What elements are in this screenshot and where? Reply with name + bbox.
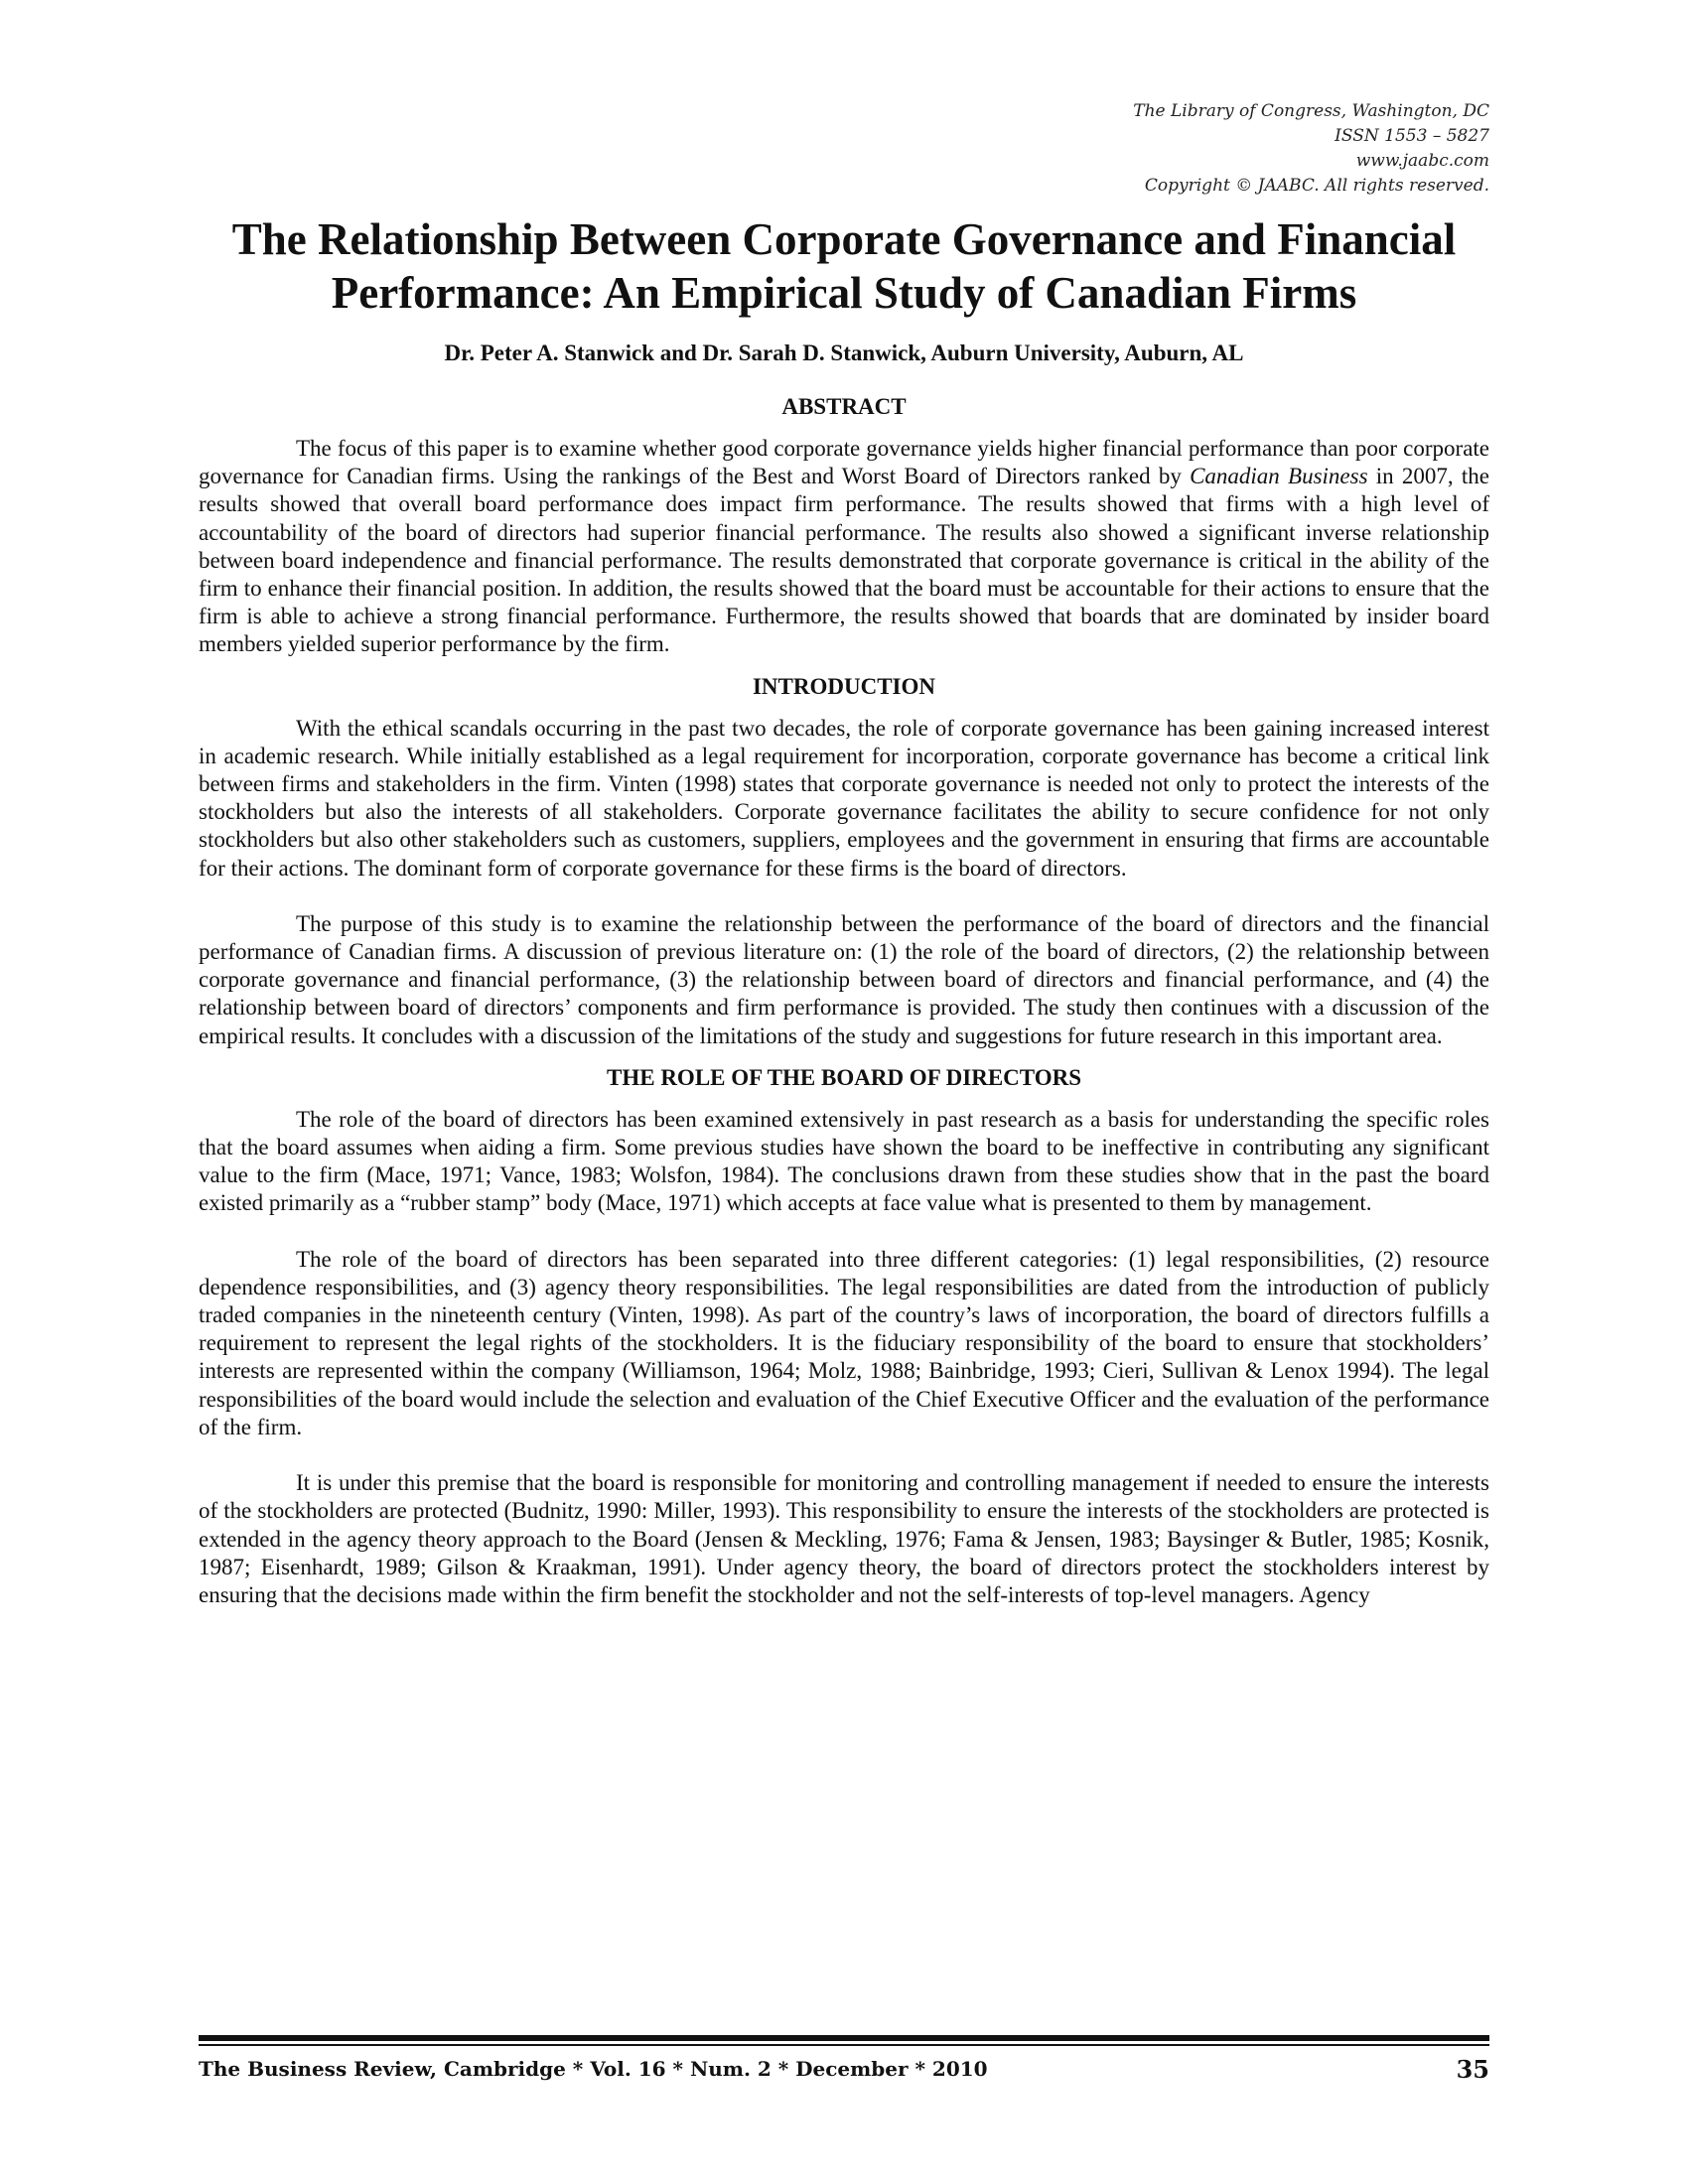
introduction-heading: INTRODUCTION	[752, 673, 936, 699]
abstract-heading: ABSTRACT	[781, 394, 907, 419]
introduction-paragraph-1: With the ethical scandals occurring in the past two decades, the role of corporate governance has been gaining increased interest in academic research. While initially established as a legal requirement for incorporation, corporate governance has become a critical link between firms and stakeholders in the firm. Vinten (1998) states that corporate governance is needed not only to protect the interests of the stockholders but also the interests of all stakeholders. Corporate governance facilitates the ability to secure confidence for not only stockholders but also other stakeholders such as customers, suppliers, employees and the government in ensuring that firms are accountable for their actions. The dominant form of corporate governance for these firms is the board of directors.	[199, 715, 1489, 881]
role-section	[199, 1064, 1489, 1609]
role-heading: THE ROLE OF THE BOARD OF DIRECTORS	[607, 1064, 1081, 1090]
page-footer	[199, 2057, 1489, 2084]
abstract-section	[199, 393, 1489, 659]
footer-rule-thick	[199, 2035, 1489, 2041]
header-issn-line: ISSN 1553 – 5827	[1335, 126, 1489, 146]
paper-body	[199, 393, 1489, 1609]
introduction-paragraph-2: The purpose of this study is to examine the relationship between the performance of the board of directors and the financial performance of Canadian firms. A discussion of previous literature on: (1) the role of the board of directors, (2) the relationship between corporate governance and financial performance, (3) the relationship between board of directors and financial performance, and (4) the relationship between board of directors’ components and firm performance is provided. The study then continues with a discussion of the empirical results. It concludes with a discussion of the limitations of the study and suggestions for future research in this important area.	[199, 910, 1489, 1048]
abstract-paragraph	[199, 435, 1489, 659]
abstract-text-part-2: in 2007, the results showed that overall board performance does impact firm performance. The results showed that firms with a high level of accountability of the board of directors had superior financial performance. The results also showed a significant inverse relationship between board independence and financial performance. The results demonstrated that corporate governance is critical in the ability of the firm to enhance their financial position. In addition, the results showed that the board must be accountable for their actions to ensure that the firm is able to achieve a strong financial performance. Furthermore, the results showed that boards that are dominated by insider board members yielded superior performance by the firm.	[199, 464, 1489, 657]
abstract-emphasis: Canadian Business	[1190, 464, 1368, 489]
role-paragraph-2: The role of the board of directors has been separated into three different categories: (1) legal responsibilities, (2) resource dependence responsibilities, and (3) agency theory responsibilities. The legal responsibilities are dated from the introduction of publicly traded companies in the nineteenth century (Vinten, 1998). As part of the country’s laws of incorporation, the board of directors fulfills a requirement to represent the legal rights of the stockholders. It is the fiduciary responsibility of the board to ensure that stockholders’ interests are represented within the company (Williamson, 1964; Molz, 1988; Bainbridge, 1993; Cieri, Sullivan & Lenox 1994). The legal responsibilities of the board would include the selection and evaluation of the Chief Executive Officer and the evaluation of the performance of the firm.	[199, 1246, 1489, 1439]
introduction-section	[199, 673, 1489, 1050]
header-library-line: The Library of Congress, Washington, DC	[1133, 101, 1489, 121]
footer-rule-thin	[199, 2044, 1489, 2046]
header-copyright-line: Copyright © JAABC. All rights reserved.	[1144, 176, 1489, 196]
journal-header	[1133, 99, 1489, 199]
footer-journal-info: The Business Review, Cambridge * Vol. 16 * Num. 2 * December * 2010	[199, 2057, 988, 2081]
title-line-2: Performance: An Empirical Study of Canadian Firms	[331, 268, 1357, 318]
authors-line: Dr. Peter A. Stanwick and Dr. Sarah D. Stanwick, Auburn University, Auburn, AL	[444, 341, 1244, 365]
header-website-line: www.jaabc.com	[1355, 151, 1489, 171]
role-paragraph-1: The role of the board of directors has been examined extensively in past research as a basis for understanding the specific roles that the board assumes when aiding a firm. Some previous studies have shown the board to be ineffective in contributing any significant value to the firm (Mace, 1971; Vance, 1983; Wolsfon, 1984). The conclusions drawn from these studies show that in the past the board existed primarily as a “rubber stamp” body (Mace, 1971) which accepts at face value what is presented to them by management.	[199, 1106, 1489, 1216]
role-paragraph-3: It is under this premise that the board is responsible for monitoring and controlling management if needed to ensure the interests of the stockholders are protected (Budnitz, 1990: Miller, 1993). This responsibility to ensure the interests of the stockholders are protected is extended in the agency theory approach to the Board (Jensen & Meckling, 1976; Fama & Jensen, 1983; Baysinger & Butler, 1985; Kosnik, 1987; Eisenhardt, 1989; Gilson & Kraakman, 1991). Under agency theory, the board of directors protect the stockholders interest by ensuring that the decisions made within the firm benefit the stockholder and not the self-interests of top-level managers. Agency	[199, 1470, 1489, 1607]
page-number: 35	[1456, 2055, 1489, 2084]
title-line-1: The Relationship Between Corporate Governance and Financial	[231, 214, 1457, 264]
abstract-text-part-1: The focus of this paper is to examine whether good corporate governance yields higher financial performance than poor corporate governance for Canadian firms. Using the rankings of the Best and Worst Board of Directors ranked by	[199, 436, 1489, 489]
paper-title	[149, 212, 1539, 320]
